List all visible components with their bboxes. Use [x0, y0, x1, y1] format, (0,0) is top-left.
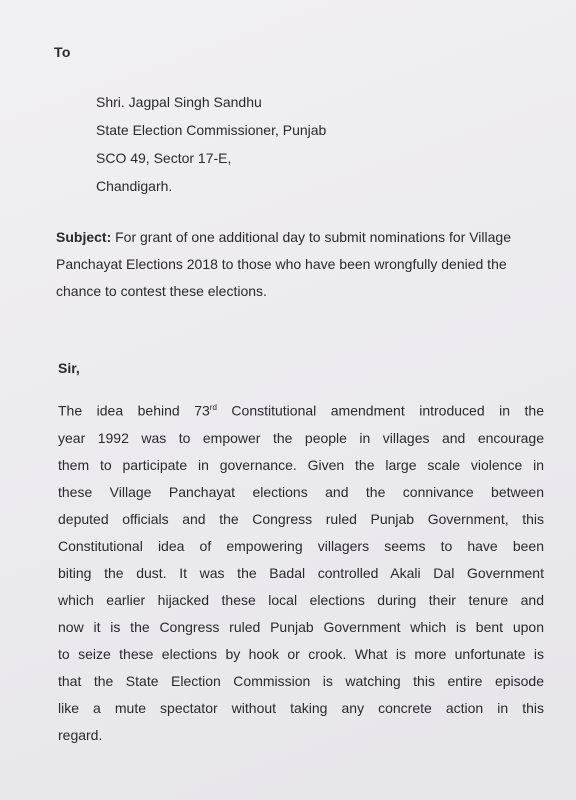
body-line: deputed officials and the Congress ruled Punjab Government, this — [58, 510, 544, 527]
body-line: which earlier hijacked these local elections during their tenure and — [58, 591, 544, 608]
salutation: Sir, — [58, 360, 80, 376]
body-line: them to participate in governance. Given the large scale violence in — [58, 456, 544, 473]
body-line: regard. — [58, 726, 103, 743]
body-line-1-pre: The idea behind 73 — [58, 402, 210, 419]
body-line: to seize these elections by hook or crook. What is more unfortunate is — [58, 645, 544, 662]
subject-text: For grant of one additional day to submit nominations for Village Panchayat Elections 2018 to those who have been wrongfully denied the chance to contest these elections. — [56, 229, 511, 299]
body-paragraph — [58, 394, 544, 749]
ordinal-suffix: rd — [209, 403, 217, 412]
body-line-1-post: Constitutional amendment introduced in the — [216, 402, 545, 419]
body-line: that the State Election Commission is watching this entire episode — [58, 672, 544, 689]
body-line — [58, 394, 544, 425]
address-line-street: SCO 49, Sector 17-E, — [96, 150, 232, 166]
address-line-name: Shri. Jagpal Singh Sandhu — [96, 94, 262, 110]
address-line-designation: State Election Commissioner, Punjab — [96, 122, 327, 138]
body-line: these Village Panchayat elections and the connivance between — [58, 483, 544, 500]
address-line-city: Chandigarh. — [96, 178, 173, 194]
to-label: To — [54, 44, 71, 60]
body-line: Constitutional idea of empowering villagers seems to have been — [58, 537, 544, 554]
subject-block — [56, 224, 526, 305]
body-line: biting the dust. It was the Badal controlled Akali Dal Government — [58, 564, 544, 581]
recipient-address — [96, 88, 326, 200]
subject-label: Subject: — [56, 229, 112, 245]
body-line: now it is the Congress ruled Punjab Government which is bent upon — [58, 618, 544, 635]
body-line: year 1992 was to empower the people in villages and encourage — [58, 429, 544, 446]
body-line: like a mute spectator without taking any concrete action in this — [58, 699, 544, 716]
